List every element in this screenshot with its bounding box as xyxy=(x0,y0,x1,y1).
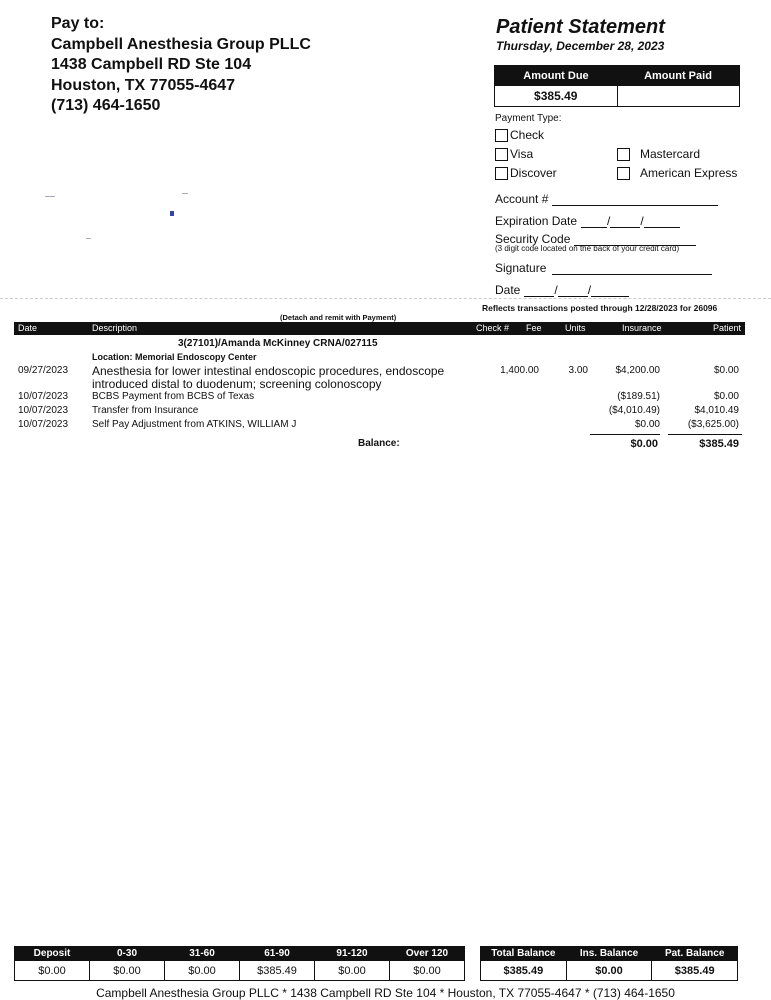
row-date: 10/07/2023 xyxy=(18,405,69,416)
totals-table xyxy=(480,946,738,981)
amount-paid-field[interactable] xyxy=(618,86,740,106)
totals-label: Pat. Balance xyxy=(652,947,737,961)
aging-col xyxy=(315,947,390,980)
discover-checkbox[interactable] xyxy=(495,167,508,180)
aging-label: 91-120 xyxy=(315,947,389,961)
col-fee: Fee xyxy=(526,323,542,333)
security-label: Security Code xyxy=(495,232,571,246)
aging-label: 0-30 xyxy=(90,947,164,961)
aging-label: Deposit xyxy=(15,947,89,961)
aging-value: $0.00 xyxy=(188,965,216,977)
payto-name: Campbell Anesthesia Group PLLC xyxy=(51,35,311,53)
scan-speck xyxy=(170,211,174,216)
amount-due-label: Amount Due xyxy=(523,70,589,82)
totals-value: $385.49 xyxy=(503,965,544,977)
row-patient: $0.00 xyxy=(713,391,739,402)
aging-table xyxy=(14,946,465,981)
expiration-row: Expiration Date / / xyxy=(495,214,680,228)
mastercard-option[interactable] xyxy=(617,147,700,161)
row-desc: Anesthesia for lower intestinal endoscopic procedures, endoscope xyxy=(92,364,445,378)
row-patient: $0.00 xyxy=(713,365,739,376)
totals-col xyxy=(481,947,567,980)
aging-label: 61-90 xyxy=(240,947,314,961)
date-row: Date / / xyxy=(495,283,629,297)
scan-speck xyxy=(45,196,55,197)
row-desc: Self Pay Adjustment from ATKINS, WILLIAM J xyxy=(92,419,297,430)
payment-type-label: Payment Type: xyxy=(495,113,562,124)
amount-box xyxy=(494,65,740,107)
payto-street: 1438 Campbell RD Ste 104 xyxy=(51,56,252,73)
signature-row xyxy=(495,261,712,275)
exp-day-field[interactable] xyxy=(610,216,640,228)
detach-note: (Detach and remit with Payment) xyxy=(280,313,397,322)
location-line: Location: Memorial Endoscopy Center xyxy=(92,352,257,362)
payto-block xyxy=(51,14,311,117)
row-date: 09/27/2023 xyxy=(18,365,69,376)
aging-col xyxy=(165,947,240,980)
row-date: 10/07/2023 xyxy=(18,419,69,430)
row-insurance: ($189.51) xyxy=(617,391,660,402)
payto-label: Pay to: xyxy=(51,15,105,32)
row-units: 3.00 xyxy=(568,365,588,376)
balance-label: Balance: xyxy=(358,438,400,449)
row-desc-cont: introduced distal to duodenum; screening colonoscopy xyxy=(92,377,382,391)
row-patient: ($3,625.00) xyxy=(687,419,739,430)
col-check: Check # xyxy=(476,323,510,333)
aging-value: $0.00 xyxy=(413,965,441,977)
signature-field[interactable] xyxy=(552,263,712,275)
totals-label: Ins. Balance xyxy=(567,947,652,961)
signature-label: Signature xyxy=(495,261,547,275)
aging-value: $0.00 xyxy=(113,965,141,977)
balance-insurance: $0.00 xyxy=(630,438,658,450)
aging-col xyxy=(390,947,464,980)
visa-option[interactable] xyxy=(495,147,533,161)
totals-label: Total Balance xyxy=(481,947,566,961)
scan-speck xyxy=(182,193,188,194)
totals-value: $385.49 xyxy=(674,965,715,977)
date-month-field[interactable] xyxy=(524,285,554,297)
payto-phone: (713) 464-1650 xyxy=(51,97,161,114)
reflects-note: Reflects transactions posted through 12/28/2023 for 26096 xyxy=(482,303,718,313)
exp-year-field[interactable] xyxy=(644,216,680,228)
amount-paid-label: Amount Paid xyxy=(644,70,712,82)
totals-col xyxy=(567,947,653,980)
col-units: Units xyxy=(565,323,586,333)
discover-option[interactable] xyxy=(495,166,557,180)
row-insurance: $4,200.00 xyxy=(615,365,660,376)
mastercard-label: Mastercard xyxy=(640,147,701,161)
check-label: Check xyxy=(510,128,545,142)
insurance-subtotal-line xyxy=(590,434,660,435)
aging-value: $0.00 xyxy=(338,965,366,977)
amount-due-value: $385.49 xyxy=(495,86,618,106)
row-fee: 1,400.00 xyxy=(500,365,539,376)
col-patient: Patient xyxy=(713,323,742,333)
totals-value: $0.00 xyxy=(595,965,623,977)
account-row xyxy=(495,192,718,206)
aging-label: 31-60 xyxy=(165,947,239,961)
statement-title: Patient Statement xyxy=(496,16,665,38)
check-option[interactable] xyxy=(495,128,544,142)
col-insurance: Insurance xyxy=(622,323,662,333)
statement-date: Thursday, December 28, 2023 xyxy=(496,39,665,53)
date-label: Date xyxy=(495,283,521,297)
aging-label: Over 120 xyxy=(390,947,464,961)
aging-col xyxy=(240,947,315,980)
mastercard-checkbox[interactable] xyxy=(617,148,630,161)
aging-col xyxy=(15,947,90,980)
discover-label: Discover xyxy=(510,166,557,180)
aging-value: $385.49 xyxy=(257,965,297,977)
account-field[interactable] xyxy=(552,194,718,206)
amex-checkbox[interactable] xyxy=(617,167,630,180)
check-checkbox[interactable] xyxy=(495,129,508,142)
amex-label: American Express xyxy=(640,166,738,180)
aging-value: $0.00 xyxy=(38,965,66,977)
row-desc: BCBS Payment from BCBS of Texas xyxy=(92,391,255,402)
scan-speck xyxy=(86,238,91,239)
row-insurance: ($4,010.49) xyxy=(608,405,660,416)
visa-label: Visa xyxy=(510,147,534,161)
row-desc: Transfer from Insurance xyxy=(92,405,199,416)
row-date: 10/07/2023 xyxy=(18,391,69,402)
perforation-line xyxy=(0,298,771,299)
patient-subtotal-line xyxy=(668,434,742,435)
row-insurance: $0.00 xyxy=(634,419,660,430)
col-description: Description xyxy=(92,323,138,333)
expiration-label: Expiration Date xyxy=(495,214,578,228)
table-header xyxy=(14,322,745,335)
balance-patient: $385.49 xyxy=(699,438,739,450)
col-date: Date xyxy=(18,323,38,333)
provider-line: 3(27101)/Amanda McKinney CRNA/027115 xyxy=(178,338,378,349)
totals-col xyxy=(652,947,737,980)
date-year-field[interactable] xyxy=(591,285,629,297)
date-day-field[interactable] xyxy=(558,285,588,297)
account-label: Account # xyxy=(495,192,549,206)
aging-col xyxy=(90,947,165,980)
row-patient: $4,010.49 xyxy=(694,405,739,416)
visa-checkbox[interactable] xyxy=(495,148,508,161)
footer-address: Campbell Anesthesia Group PLLC * 1438 Campbell RD Ste 104 * Houston, TX 77055-4647 * (713) 464-1650 xyxy=(96,986,675,1000)
amex-option[interactable] xyxy=(617,166,737,180)
exp-month-field[interactable] xyxy=(581,216,607,228)
payto-city: Houston, TX 77055-4647 xyxy=(51,76,236,94)
security-note: (3 digit code located on the back of your credit card) xyxy=(495,244,680,253)
